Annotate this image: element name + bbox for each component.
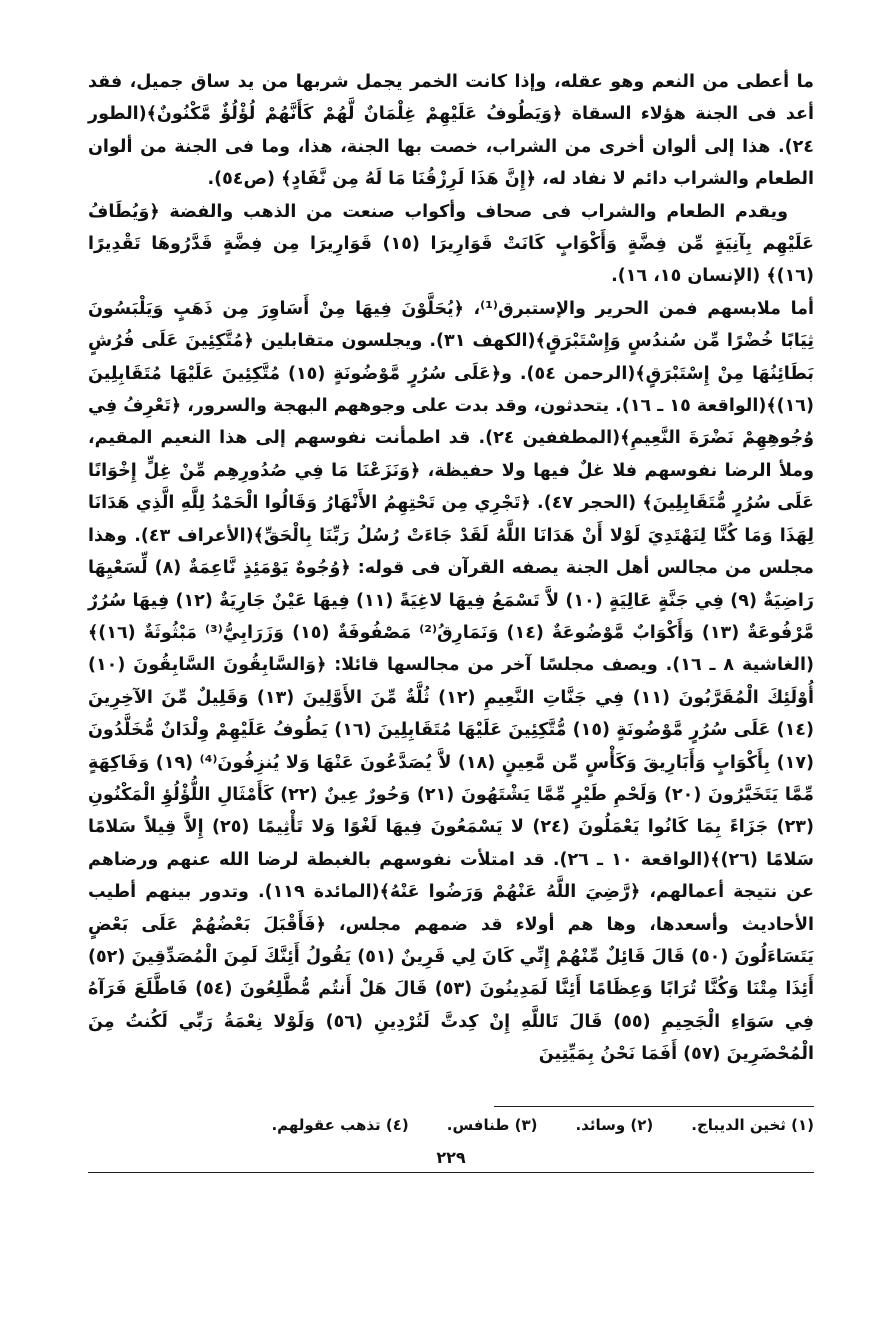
footnote-3: (٣) طنافس. (446, 1116, 538, 1134)
bottom-divider (88, 1172, 814, 1173)
page-number: ٢٢٩ (436, 1148, 466, 1167)
page-footer-area (88, 0, 814, 1322)
footnote-1: (١) ثخين الديباج. (691, 1116, 814, 1134)
footnote-2: (٢) وسائد. (575, 1116, 654, 1134)
paragraph: أما ملابسهم فمن الحرير والإستبرق⁽¹⁾، ﴿يُحَلَّوْنَ فِيهَا مِنْ أَسَاوِرَ مِن ذَهَبٍ وَيَلْبَسُونَ ثِيَابًا خُضْرًا مِّن سُندُسٍ وَإِسْتَبْرَقٍ﴾(الكهف ٣١). ويجلسون متقابلين ﴿مُتَّكِئِينَ عَلَى فُرُشٍ بَطَائِنُهَا مِنْ إِسْتَبْرَقٍ﴾(الرحمن ٥٤). و﴿عَلَى سُرُرٍ مَّوْضُونَةٍ (١٥) مُتَّكِئِينَ عَلَيْهَا مُتَقَابِلِينَ (١٦)﴾(الواقعة ١٥ ـ ١٦). يتحدثون، وقد بدت على وجوههم البهجة والسرور، ﴿تَعْرِفُ فِي وُجُوهِهِمْ نَضْرَةَ النَّعِيمِ﴾(المطففين ٢٤). قد اطمأنت نفوسهم إلى هذا النعيم المقيم، وملأ الرضا نفوسهم فلا غلٌ فيها ولا حفيظة، ﴿وَنَزَعْنَا مَا فِي صُدُورِهِم مِّنْ غِلٍّ إِخْوَانًا عَلَى سُرُرٍ مُّتَقَابِلِينَ﴾ (الحجر ٤٧). ﴿تَجْرِي مِن تَحْتِهِمُ الأَنْهَارُ وَقَالُوا الْحَمْدُ لِلَّهِ الَّذِي هَدَانَا لِهَذَا وَمَا كُنَّا لِنَهْتَدِيَ لَوْلا أَنْ هَدَانَا اللَّهُ لَقَدْ جَاءَتْ رُسُلُ رَبِّنَا بِالْحَقِّ﴾(الأعراف ٤٣). وهذا مجلس من مجالس أهل الجنة يصفه القرآن فى قوله: ﴿وُجُوهٌ يَوْمَئِذٍ نَّاعِمَةٌ (٨) لِّسَعْيِهَا رَاضِيَةٌ (٩) فِي جَنَّةٍ عَالِيَةٍ (١٠) لاَّ تَسْمَعُ فِيهَا لاغِيَةً (١١) فِيهَا عَيْنٌ جَارِيَةٌ (١٢) فِيهَا سُرُرٌ مَّرْفُوعَةٌ (١٣) وَأَكْوَابٌ مَّوْضُوعَةٌ (١٤) وَنَمَارِقُ⁽²⁾ مَصْفُوفَةٌ (١٥) وَزَرَابِيُّ⁽³⁾ مَبْثُوثَةٌ (١٦)﴾(الغاشية ٨ ـ ١٦). ويصف مجلسًا آخر من مجالسها قائلا: ﴿وَالسَّابِقُونَ السَّابِقُونَ (١٠) أُوْلَئِكَ الْمُقَرَّبُونَ (١١) فِي جَنَّاتِ النَّعِيمِ (١٢) ثُلَّةٌ مِّنَ الأَوَّلِينَ (١٣) وَقَلِيلٌ مِّنَ الآخِرِينَ (١٤) عَلَى سُرُرٍ مَّوْضُونَةٍ (١٥) مُّتَّكِئِينَ عَلَيْهَا مُتَقَابِلِينَ (١٦) يَطُوفُ عَلَيْهِمْ وِلْدَانٌ مُّخَلَّدُونَ (١٧) بِأَكْوَابٍ وَأَبَارِيقَ وَكَأْسٍ مِّن مَّعِينٍ (١٨) لاَّ يُصَدَّعُونَ عَنْهَا وَلا يُنزِفُونَ⁽⁴⁾ (١٩) وَفَاكِهَةٍ مِّمَّا يَتَخَيَّرُونَ (٢٠) وَلَحْمِ طَيْرٍ مِّمَّا يَشْتَهُونَ (٢١) وَحُورٌ عِينٌ (٢٢) كَأَمْثَالِ اللُّؤْلُؤِ الْمَكْنُونِ (٢٣) جَزَاءً بِمَا كَانُوا يَعْمَلُونَ (٢٤) لا يَسْمَعُونَ فِيهَا لَغْوًا وَلا تَأْثِيمًا (٢٥) إِلاَّ قِيلاً سَلامًا سَلامًا (٢٦)﴾(الواقعة ١٠ ـ ٢٦). قد امتلأت نفوسهم بالغبطة لرضا الله عنهم ورضاهم عن نتيجة أعمالهم، ﴿رَّضِيَ اللَّهُ عَنْهُمْ وَرَضُوا عَنْهُ﴾(المائدة ١١٩). وتدور بينهم أطيب الأحاديث وأسعدها، وها هم أولاء قد ضمهم مجلس، ﴿فَأَقْبَلَ بَعْضُهُمْ عَلَى بَعْضٍ يَتَسَاءَلُونَ (٥٠) قَالَ قَائِلٌ مِّنْهُمْ إِنِّي كَانَ لِي قَرِينٌ (٥١) يَقُولُ أَئِنَّكَ لَمِنَ الْمُصَدِّقِينَ (٥٢) أَئِذَا مِتْنَا وَكُنَّا تُرَابًا وَعِظَامًا أَئِنَّا لَمَدِينُونَ (٥٣) قَالَ هَلْ أَنتُم مُّطَّلِعُونَ (٥٤) فَاطَّلَعَ فَرَآهُ فِي سَوَاءِ الْجَحِيمِ (٥٥) قَالَ تَاللَّهِ إِنْ كِدتَّ لَتُرْدِينِ (٥٦) وَلَوْلا نِعْمَةُ رَبِّي لَكُنتُ مِنَ الْمُحْضَرِينَ (٥٧) أَفَمَا نَحْنُ بِمَيِّتِينَ (88, 298, 815, 1065)
paragraph: ما أعطى من النعم وهو عقله، وإذا كانت الخمر يجمل شربها من يد ساق جميل، فقد أعد فى الجنة هؤلاء السقاة ﴿وَيَطُوفُ عَلَيْهِمْ غِلْمَانٌ لَّهُمْ كَأَنَّهُمْ لُؤْلُؤٌ مَّكْنُونٌ﴾(الطور ٢٤). هذا إلى ألوان أخرى من الشراب، خصت بها الجنة، هذا، وما فى الجنة من ألوان الطعام والشراب دائم لا نفاد له، ﴿إِنَّ هَذَا لَرِزْقُنَا مَا لَهُ مِن نَّفَادٍ﴾ (ص٥٤). (88, 72, 814, 190)
footnotes (88, 1116, 814, 1134)
paragraph: ويقدم الطعام والشراب فى صحاف وأكواب صنعت من الذهب والفضة ﴿وَيُطَافُ عَلَيْهِم بِآنِيَةٍ مِّن فِضَّةٍ وَأَكْوَابٍ كَانَتْ قَوَارِيرَا (١٥) قَوَارِيرَا مِن فِضَّةٍ قَدَّرُوهَا تَقْدِيرًا (١٦)﴾ (الإنسان ١٥، ١٦). (88, 201, 814, 287)
footnote-4: (٤) تذهب عقولهم. (271, 1116, 409, 1134)
footnote-divider (494, 1106, 814, 1107)
